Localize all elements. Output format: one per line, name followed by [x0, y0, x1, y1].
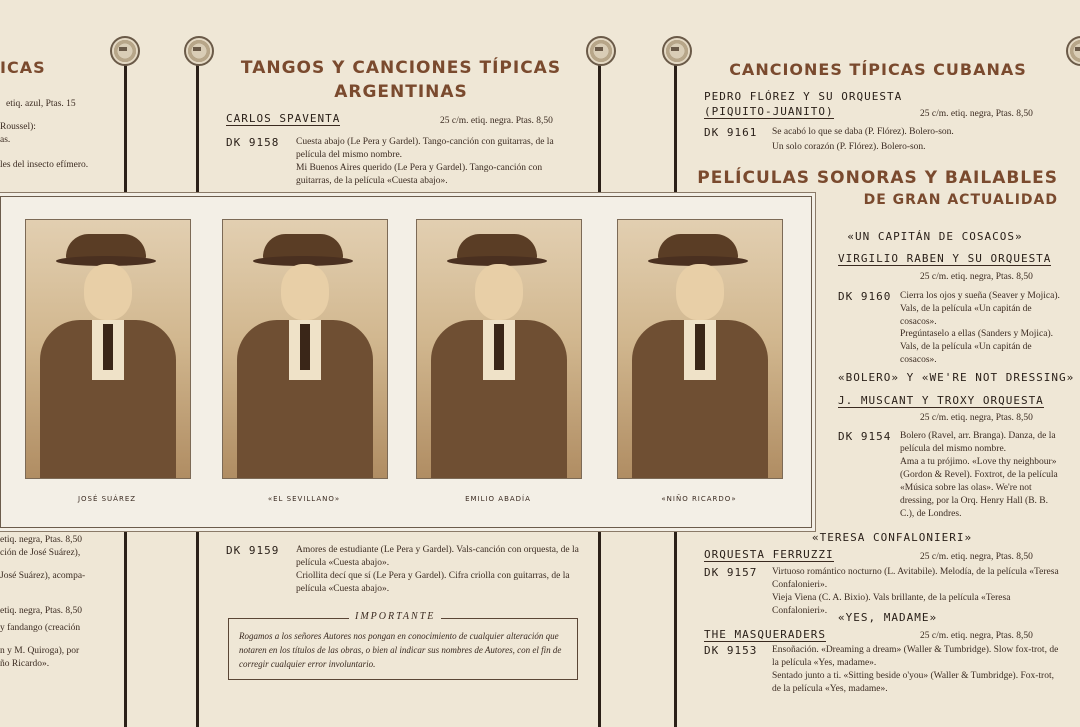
record-code: DK 9161: [704, 126, 758, 139]
photo-panel: [0, 196, 812, 528]
photo-caption: «EL SEVILLANO»: [267, 495, 341, 503]
photo-caption: «NIÑO RICARDO»: [661, 495, 737, 503]
note-title: IMPORTANTE: [349, 611, 441, 622]
photo-caption: EMILIO ABADÍA: [465, 495, 531, 503]
left-text-top: etiq. azul, Ptas. 15 Roussel): as. les del insecto efímero.: [0, 99, 89, 170]
film-title: «YES, MADAME»: [838, 611, 938, 624]
portrait-photo: [25, 219, 191, 479]
record-track: Se acabó lo que se daba (P. Flórez). Bolero-son.: [772, 127, 954, 137]
record-code: DK 9158: [226, 136, 280, 149]
price: 25 c/m. etiq. negra, Ptas. 8,50: [920, 109, 1033, 119]
film-title: «BOLERO» Y «WE'RE NOT DRESSING»: [838, 371, 1075, 384]
section-title: PELÍCULAS SONORAS Y BAILABLES DE GRAN ACTUALIDAD: [697, 168, 1058, 208]
record-track: Sentado junto a ti. «Sitting beside o'you» (Waller & Tumbridge). Fox-trot, de la película «Yes, madame».: [772, 671, 1054, 694]
middle-title: TANGOS Y CANCIONES TÍPICAS ARGENTINAS: [240, 58, 562, 102]
record-track: Ensoñación. «Dreaming a dream» (Waller & Tumbridge). Slow fox-trot, de la película «Yes, madame».: [772, 645, 1059, 668]
price: 25 c/m. etiq. negra, Ptas. 8,50: [920, 413, 1033, 423]
artist-name: VIRGILIO RABEN Y SU ORQUESTA: [838, 252, 1052, 265]
portrait-photo: [416, 219, 582, 479]
important-note: [228, 611, 578, 680]
artist-name: ORQUESTA FERRUZZI: [704, 548, 834, 561]
price: 25 c/m. etiq. negra, Ptas. 8,50: [920, 552, 1033, 562]
record-code: DK 9157: [704, 566, 758, 579]
record-code: DK 9159: [226, 544, 280, 557]
photo-caption: JOSÉ SUÁREZ: [77, 495, 137, 503]
record-track: Criollita decí que sí (Le Pera y Gardel). Cifra criolla con guitarras, de la película «Cuesta abajo».: [296, 571, 570, 594]
left-text-bottom: etiq. negra, Ptas. 8,50 ción de José Suárez), José Suárez), acompa- etiq. negra, Ptas. 8,50 y fandango (creación n y M. Quiroga), por ño Ricardo».: [0, 535, 86, 669]
artist-name: THE MASQUERADERS: [704, 628, 826, 641]
film-title: «TERESA CONFALONIERI»: [812, 531, 973, 544]
record-track: Cierra los ojos y sueña (Seaver y Mojica). Vals, de la película «Un capitán de cosacos».: [900, 291, 1060, 327]
left-heading: ICAS: [0, 58, 46, 77]
right-title: CANCIONES TÍPICAS CUBANAS: [729, 60, 1027, 79]
record-track: Ama a tu prójimo. «Love thy neighbour» (Gordon & Revel). Foxtrot, de la película «Música sobre las olas». We're not dressing, por la Orq. Henry Hall (B. B. C.), de Londres.: [900, 457, 1058, 519]
record-track: Pregúntaselo a ellas (Sanders y Mojica). Vals, de la película «Un capitán de cosacos».: [900, 329, 1054, 365]
record-track: Mi Buenos Aires querido (Le Pera y Gardel). Tango-canción con guitarras, de la película «Cuesta abajo».: [296, 163, 543, 186]
record-track: Amores de estudiante (Le Pera y Gardel). Vals-canción con orquesta, de la película «Cuesta abajo».: [296, 545, 579, 568]
record-track: Cuesta abajo (Le Pera y Gardel). Tango-canción con guitarras, de la película del mismo nombre.: [296, 137, 554, 160]
artist-name: CARLOS SPAVENTA: [226, 112, 341, 125]
record-code: DK 9153: [704, 644, 758, 657]
price: 25 c/m. etiq. negra, Ptas. 8,50: [920, 272, 1033, 282]
record-code: DK 9154: [838, 430, 892, 443]
record-track: Virtuoso romántico nocturno (L. Avitabile). Melodía, de la película «Teresa Confalonieri».: [772, 567, 1059, 590]
record-code: DK 9160: [838, 290, 892, 303]
portrait-photo: [222, 219, 388, 479]
portrait-photo: [617, 219, 783, 479]
note-text: Rogamos a los señores Autores nos pongan en conocimiento de cualquier alteración que notaren en los títulos de las obras, o bien al indicar sus nombres de Autores, con el fin de corregir cualquier error involuntario.: [239, 631, 562, 669]
medallion-icon: [110, 36, 140, 66]
record-track: Bolero (Ravel, arr. Branga). Danza, de la película del mismo nombre.: [900, 431, 1056, 454]
artist-name: PEDRO FLÓREZ Y SU ORQUESTA: [704, 90, 903, 103]
artist-subtitle: (PIQUITO-JUANITO): [704, 105, 834, 118]
price: 25 c/m. etiq. negra. Ptas. 8,50: [440, 116, 553, 126]
record-track: Vieja Viena (C. A. Bixio). Vals brillante, de la película «Teresa Confalonieri».: [772, 593, 1011, 616]
record-track: Un solo corazón (P. Flórez). Bolero-son.: [772, 142, 926, 152]
film-title: «UN CAPITÁN DE COSACOS»: [847, 230, 1023, 243]
artist-name: J. MUSCANT Y TROXY ORQUESTA: [838, 394, 1044, 407]
price: 25 c/m. etiq. negra, Ptas. 8,50: [920, 631, 1033, 641]
